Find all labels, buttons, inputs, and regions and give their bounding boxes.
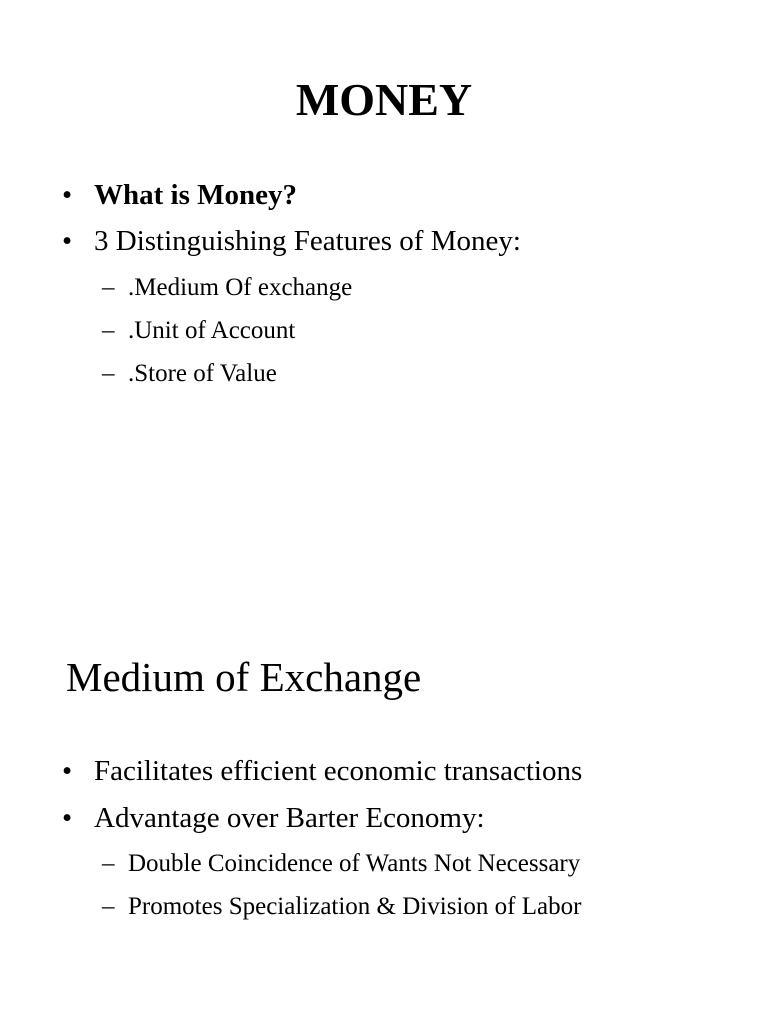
slide-title: Medium of Exchange bbox=[66, 654, 422, 700]
bullet-text: What is Money? bbox=[94, 179, 297, 211]
sub-bullet-text: .Medium Of exchange bbox=[128, 274, 353, 301]
sub-bullet-item bbox=[0, 352, 521, 395]
bullet-marker: • bbox=[62, 225, 73, 257]
sub-bullet-text: .Unit of Account bbox=[128, 317, 296, 344]
slide-title: MONEY bbox=[295, 74, 473, 125]
sub-bullet-marker: – bbox=[102, 893, 115, 920]
bullet-item bbox=[0, 795, 582, 842]
sub-bullet-item bbox=[0, 266, 521, 309]
sub-bullet-marker: – bbox=[102, 850, 115, 877]
slide-medium-of-exchange bbox=[0, 512, 768, 1024]
bullet-marker: • bbox=[62, 755, 73, 787]
sub-bullet-marker: – bbox=[102, 360, 115, 387]
bullet-list bbox=[0, 172, 521, 395]
sub-bullet-marker: – bbox=[102, 317, 115, 344]
sub-bullet-item bbox=[0, 842, 582, 885]
sub-bullet-text: Double Coincidence of Wants Not Necessary bbox=[128, 850, 581, 877]
bullet-marker: • bbox=[62, 802, 73, 834]
bullet-item bbox=[0, 172, 521, 218]
sub-bullet-marker: – bbox=[102, 274, 115, 301]
sub-bullet-text: Promotes Specialization & Division of Labor bbox=[128, 893, 582, 920]
bullet-text: 3 Distinguishing Features of Money: bbox=[94, 225, 521, 257]
bullet-text: Facilitates efficient economic transactions bbox=[94, 755, 583, 787]
bullet-list bbox=[0, 748, 582, 928]
bullet-item bbox=[0, 748, 582, 795]
bullet-text: Advantage over Barter Economy: bbox=[94, 802, 485, 834]
sub-bullet-item bbox=[0, 309, 521, 352]
bullet-marker: • bbox=[62, 179, 73, 211]
bullet-item bbox=[0, 218, 521, 264]
sub-bullet-item bbox=[0, 885, 582, 928]
sub-bullet-text: .Store of Value bbox=[128, 360, 277, 387]
